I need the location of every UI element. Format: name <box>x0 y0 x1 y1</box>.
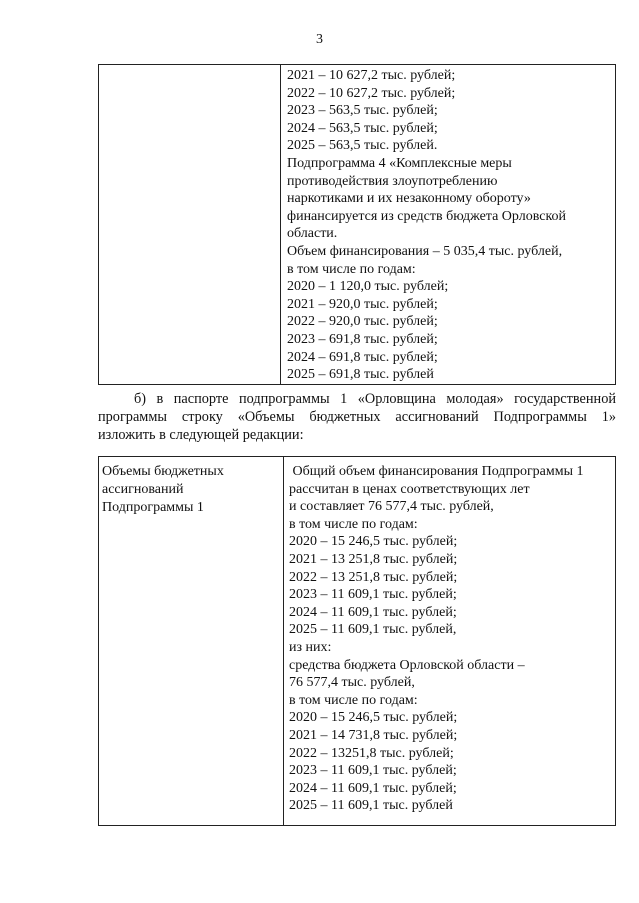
text-line: противодействия злоупотреблению <box>287 173 498 189</box>
text-line: рассчитан в ценах соответствующих лет <box>289 481 530 497</box>
row-label-line: ассигнований <box>102 482 184 497</box>
text-line: 2021 – 13 251,8 тыс. рублей; <box>289 551 458 567</box>
amendment-paragraph-line: программы строку «Объемы бюджетных ассигнований Подпрограммы 1» <box>98 409 616 425</box>
text-line: в том числе по годам: <box>289 692 418 708</box>
text-line: из них: <box>289 639 332 655</box>
text-line: средства бюджета Орловской области – <box>289 657 525 673</box>
budget-allocations-table <box>98 456 616 826</box>
text-line: 2020 – 1 120,0 тыс. рублей; <box>287 279 449 295</box>
text-line: в том числе по годам: <box>289 516 418 532</box>
text-line: 2025 – 563,5 тыс. рублей. <box>287 138 438 154</box>
row-label-cell <box>99 457 284 826</box>
table-row <box>99 457 616 826</box>
text-line: 2020 – 15 246,5 тыс. рублей; <box>289 534 458 550</box>
text-line: 2025 – 11 609,1 тыс. рублей <box>289 798 453 814</box>
text-line: 2024 – 691,8 тыс. рублей; <box>287 349 438 365</box>
text-line: области. <box>287 226 338 242</box>
text-line: 2021 – 10 627,2 тыс. рублей; <box>287 68 456 83</box>
text-line: 2023 – 691,8 тыс. рублей; <box>287 331 438 347</box>
row-label-line: Объемы бюджетных <box>102 464 224 479</box>
text-line: финансируется из средств бюджета Орловской <box>287 208 567 224</box>
text-line: 2024 – 11 609,1 тыс. рублей; <box>289 780 457 796</box>
empty-label-cell <box>99 65 281 385</box>
amendment-paragraph-line: б) в паспорте подпрограммы 1 «Орловщина молодая» государственной <box>134 391 616 407</box>
text-line: Подпрограмма 4 «Комплексные меры <box>287 155 512 171</box>
financing-details-cell <box>284 457 616 826</box>
text-line: Объем финансирования – 5 035,4 тыс. рублей, <box>287 243 563 259</box>
text-line: 2024 – 11 609,1 тыс. рублей; <box>289 604 457 620</box>
row-label-line: Подпрограммы 1 <box>102 500 204 515</box>
text-line: Общий объем финансирования Подпрограммы 1 <box>289 464 584 479</box>
text-line: 2022 – 10 627,2 тыс. рублей; <box>287 85 456 101</box>
text-line: 2023 – 563,5 тыс. рублей; <box>287 103 438 119</box>
text-line: и составляет 76 577,4 тыс. рублей, <box>289 499 494 515</box>
page-number: 3 <box>316 32 323 47</box>
text-line: наркотиками и их незаконному обороту» <box>287 191 531 207</box>
text-line: 2023 – 11 609,1 тыс. рублей; <box>289 763 457 779</box>
text-line: 2022 – 13251,8 тыс. рублей; <box>289 745 454 761</box>
text-line: 2025 – 11 609,1 тыс. рублей, <box>289 622 457 638</box>
text-line: 2023 – 11 609,1 тыс. рублей; <box>289 587 457 603</box>
amendment-paragraph-line: изложить в следующей редакции: <box>98 427 304 443</box>
text-line: 2020 – 15 246,5 тыс. рублей; <box>289 710 458 726</box>
text-line: 2022 – 13 251,8 тыс. рублей; <box>289 569 458 585</box>
table-row <box>99 65 616 385</box>
text-line: 2021 – 920,0 тыс. рублей; <box>287 296 438 312</box>
text-line: 2024 – 563,5 тыс. рублей; <box>287 120 438 136</box>
text-line: 76 577,4 тыс. рублей, <box>289 675 415 691</box>
text-line: 2021 – 14 731,8 тыс. рублей; <box>289 727 458 743</box>
financing-details-cell <box>281 65 616 385</box>
financing-table-continued <box>98 64 616 385</box>
text-line: в том числе по годам: <box>287 261 416 277</box>
text-line: 2025 – 691,8 тыс. рублей <box>287 367 434 383</box>
text-line: 2022 – 920,0 тыс. рублей; <box>287 314 438 330</box>
